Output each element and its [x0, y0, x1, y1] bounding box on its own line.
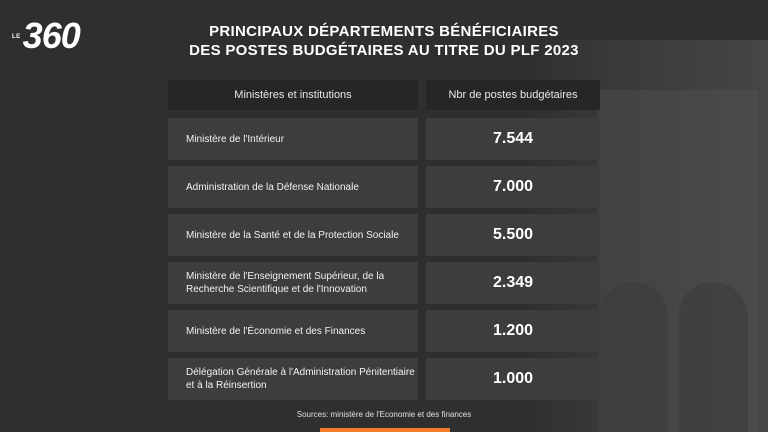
table-row — [168, 262, 600, 304]
header-budget-posts: Nbr de postes budgétaires — [426, 80, 600, 110]
le360-logo — [12, 16, 80, 56]
table-body — [168, 118, 600, 400]
table-header — [168, 80, 600, 110]
page-title — [130, 22, 638, 60]
accent-bar — [320, 428, 450, 432]
ministry-name: Administration de la Défense Nationale — [168, 166, 418, 208]
budget-posts-value: 1.200 — [426, 310, 600, 352]
ministry-name: Ministère de l'Intérieur — [168, 118, 418, 160]
header-ministries: Ministères et institutions — [168, 80, 418, 110]
budget-posts-value: 7.544 — [426, 118, 600, 160]
budget-posts-value: 2.349 — [426, 262, 600, 304]
ministry-name: Ministère de l'Enseignement Supérieur, de la Recherche Scientifique et de l'Innovation — [168, 262, 418, 304]
budget-posts-value: 7.000 — [426, 166, 600, 208]
table-row — [168, 358, 600, 400]
title-line-1: PRINCIPAUX DÉPARTEMENTS BÉNÉFICIAIRES — [209, 23, 559, 40]
logo-prefix: LE — [12, 34, 21, 40]
table-row — [168, 166, 600, 208]
table-row — [168, 214, 600, 256]
budget-posts-value: 5.500 — [426, 214, 600, 256]
title-line-2: DES POSTES BUDGÉTAIRES AU TITRE DU PLF 2023 — [189, 42, 579, 59]
ministry-name: Ministère de la Santé et de la Protection Sociale — [168, 214, 418, 256]
table-row — [168, 310, 600, 352]
budget-posts-value: 1.000 — [426, 358, 600, 400]
ministry-name: Ministère de l'Économie et des Finances — [168, 310, 418, 352]
source-note: Sources: ministère de l'Economie et des finances — [296, 410, 472, 419]
ministry-name: Délégation Générale à l'Administration Pénitentiaire et à la Réinsertion — [168, 358, 418, 400]
budget-posts-table — [168, 80, 600, 406]
table-row — [168, 118, 600, 160]
logo-number: 360 — [22, 15, 80, 56]
